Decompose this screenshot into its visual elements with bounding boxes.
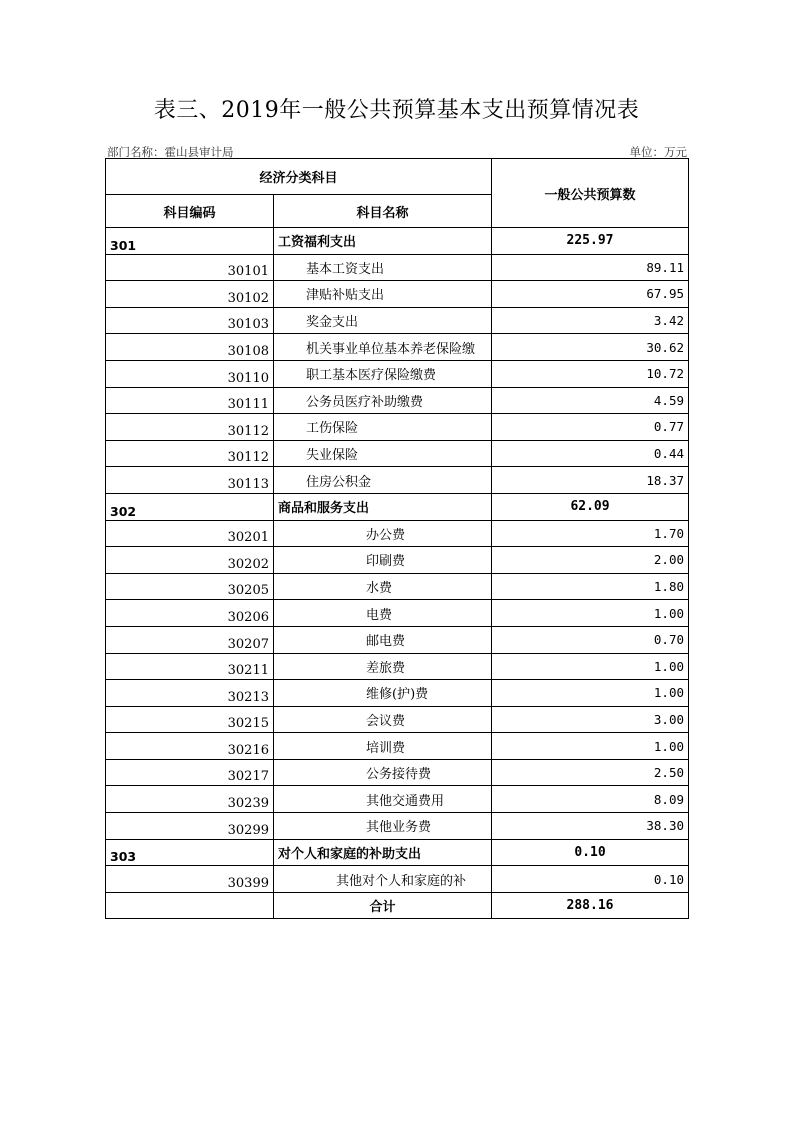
row-name: 奖金支出 — [274, 307, 492, 334]
header-amount: 一般公共预算数 — [492, 159, 689, 228]
row-amount: 1.70 — [492, 520, 689, 547]
table-row — [106, 520, 689, 547]
page-title: 表三、2019年一般公共预算基本支出预算情况表 — [153, 98, 640, 123]
row-name: 印刷费 — [274, 547, 492, 574]
row-code: 30110 — [106, 360, 274, 387]
table-row — [106, 307, 689, 334]
header-econ-class: 经济分类科目 — [106, 159, 492, 195]
table-row — [106, 626, 689, 653]
row-code: 30112 — [106, 414, 274, 441]
row-code: 30112 — [106, 440, 274, 467]
table-row — [106, 414, 689, 441]
row-amount: 3.42 — [492, 307, 689, 334]
row-amount: 1.00 — [492, 600, 689, 627]
table-row — [106, 653, 689, 680]
row-code: 30103 — [106, 307, 274, 334]
row-amount: 1.00 — [492, 733, 689, 760]
row-code: 301 — [106, 228, 274, 255]
row-code: 30201 — [106, 520, 274, 547]
table-row — [106, 254, 689, 281]
row-name: 差旅费 — [274, 653, 492, 680]
table-row-category — [106, 493, 689, 520]
table-row — [106, 467, 689, 494]
table-row-category — [106, 228, 689, 255]
row-amount: 225.97 — [492, 228, 689, 255]
row-code: 30217 — [106, 759, 274, 786]
table-row — [106, 733, 689, 760]
header-name: 科目名称 — [274, 195, 492, 228]
row-amount: 0.70 — [492, 626, 689, 653]
row-code: 30211 — [106, 653, 274, 680]
row-name: 工资福利支出 — [274, 228, 492, 255]
row-code: 30113 — [106, 467, 274, 494]
row-name: 办公费 — [274, 520, 492, 547]
table-row-total — [106, 892, 689, 919]
row-name: 基本工资支出 — [274, 254, 492, 281]
row-code: 302 — [106, 493, 274, 520]
table-row — [106, 387, 689, 414]
row-amount: 67.95 — [492, 281, 689, 308]
row-code: 30206 — [106, 600, 274, 627]
row-code: 30216 — [106, 733, 274, 760]
row-amount: 3.00 — [492, 706, 689, 733]
row-name: 其他对个人和家庭的补 — [274, 866, 492, 893]
header-code: 科目编码 — [106, 195, 274, 228]
row-amount: 2.50 — [492, 759, 689, 786]
row-code: 30101 — [106, 254, 274, 281]
total-code-empty — [106, 892, 274, 919]
row-name: 工伤保险 — [274, 414, 492, 441]
row-amount: 0.77 — [492, 414, 689, 441]
row-name: 维修(护)费 — [274, 680, 492, 707]
row-name: 水费 — [274, 573, 492, 600]
row-amount: 10.72 — [492, 360, 689, 387]
row-name: 其他业务费 — [274, 813, 492, 840]
row-name: 住房公积金 — [274, 467, 492, 494]
total-amount: 288.16 — [492, 892, 689, 919]
row-name: 邮电费 — [274, 626, 492, 653]
row-name: 失业保险 — [274, 440, 492, 467]
row-code: 30205 — [106, 573, 274, 600]
row-amount: 0.10 — [492, 839, 689, 866]
row-amount: 8.09 — [492, 786, 689, 813]
table-row — [106, 440, 689, 467]
row-code: 30299 — [106, 813, 274, 840]
row-name: 职工基本医疗保险缴费 — [274, 360, 492, 387]
table-row-category — [106, 839, 689, 866]
department-label: 部门名称：霍山县审计局 — [107, 145, 234, 159]
table-row — [106, 759, 689, 786]
table-row — [106, 680, 689, 707]
table-row — [106, 547, 689, 574]
table-row — [106, 813, 689, 840]
table-row — [106, 866, 689, 893]
row-amount: 89.11 — [492, 254, 689, 281]
row-name: 电费 — [274, 600, 492, 627]
row-code: 30111 — [106, 387, 274, 414]
table-row — [106, 600, 689, 627]
table-row — [106, 360, 689, 387]
unit-label: 单位：万元 — [629, 145, 687, 159]
row-amount: 30.62 — [492, 334, 689, 361]
row-amount: 4.59 — [492, 387, 689, 414]
row-name: 机关事业单位基本养老保险缴 — [274, 334, 492, 361]
total-label: 合计 — [274, 892, 492, 919]
row-code: 30108 — [106, 334, 274, 361]
table-row — [106, 706, 689, 733]
table-row — [106, 573, 689, 600]
row-code: 30239 — [106, 786, 274, 813]
row-name: 公务员医疗补助缴费 — [274, 387, 492, 414]
row-code: 30207 — [106, 626, 274, 653]
row-name: 津贴补贴支出 — [274, 281, 492, 308]
row-name: 会议费 — [274, 706, 492, 733]
row-name: 其他交通费用 — [274, 786, 492, 813]
table-row — [106, 281, 689, 308]
row-amount: 38.30 — [492, 813, 689, 840]
row-amount: 0.44 — [492, 440, 689, 467]
row-name: 对个人和家庭的补助支出 — [274, 839, 492, 866]
row-name: 商品和服务支出 — [274, 493, 492, 520]
table-row — [106, 334, 689, 361]
row-name: 公务接待费 — [274, 759, 492, 786]
row-amount: 1.00 — [492, 653, 689, 680]
row-code: 30213 — [106, 680, 274, 707]
row-amount: 1.80 — [492, 573, 689, 600]
row-name: 培训费 — [274, 733, 492, 760]
row-code: 30399 — [106, 866, 274, 893]
row-amount: 2.00 — [492, 547, 689, 574]
row-code: 30202 — [106, 547, 274, 574]
row-amount: 18.37 — [492, 467, 689, 494]
row-code: 30102 — [106, 281, 274, 308]
row-code: 30215 — [106, 706, 274, 733]
row-amount: 1.00 — [492, 680, 689, 707]
row-code: 303 — [106, 839, 274, 866]
row-amount: 0.10 — [492, 866, 689, 893]
budget-table — [105, 158, 689, 919]
table-row — [106, 786, 689, 813]
row-amount: 62.09 — [492, 493, 689, 520]
